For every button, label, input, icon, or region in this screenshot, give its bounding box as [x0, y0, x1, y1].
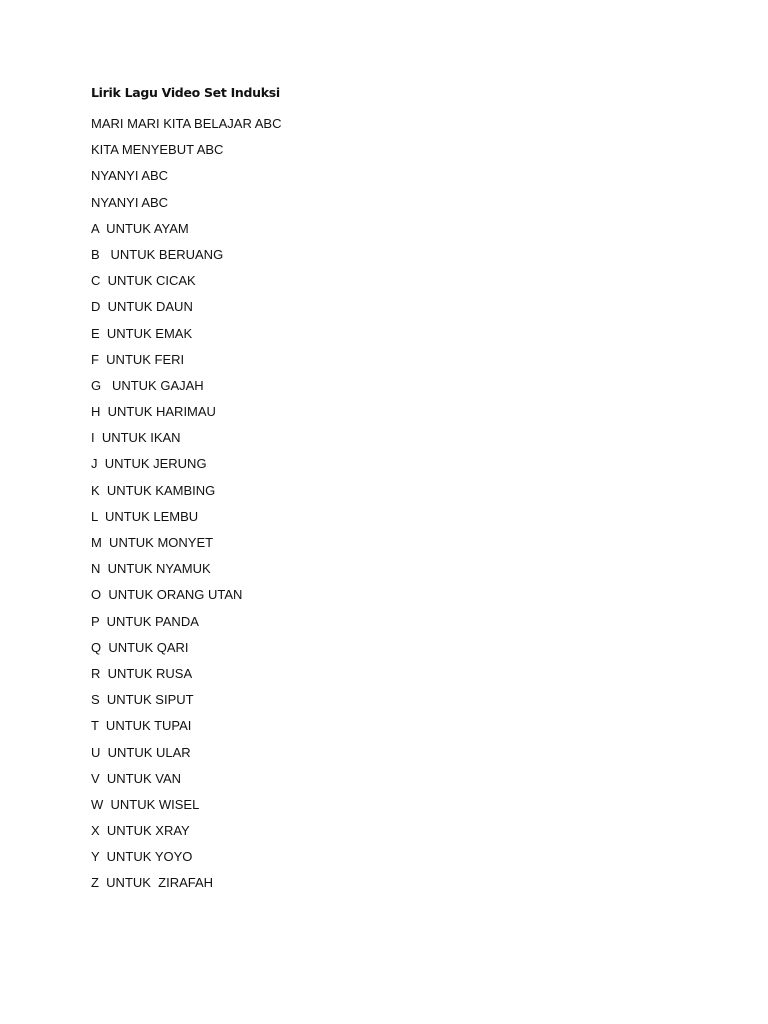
lyric-line: Y UNTUK YOYO [91, 849, 193, 865]
lyric-line: X UNTUK XRAY [91, 823, 190, 839]
lyric-line: F UNTUK FERI [91, 351, 185, 367]
lyric-line: O UNTUK ORANG UTAN [91, 587, 243, 603]
lyric-line: Q UNTUK QARI [91, 639, 189, 655]
lyric-line: T UNTUK TUPAI [91, 718, 192, 734]
lyric-line: J UNTUK JERUNG [91, 456, 207, 472]
lyric-line: I UNTUK IKAN [91, 430, 181, 446]
lyric-line: G UNTUK GAJAH [91, 377, 204, 393]
lyric-line: K UNTUK KAMBING [91, 482, 216, 498]
lyric-line: MARI MARI KITA BELAJAR ABC [91, 116, 282, 131]
lyric-line: KITA MENYEBUT ABC [91, 142, 224, 158]
lyric-line: NYANYI ABC [91, 194, 169, 210]
lyric-line: R UNTUK RUSA [91, 665, 193, 681]
lyric-line: L UNTUK LEMBU [91, 508, 199, 524]
lyric-line: W UNTUK WISEL [91, 796, 200, 812]
lyric-line: D UNTUK DAUN [91, 299, 193, 315]
lyric-line: S UNTUK SIPUT [91, 692, 194, 708]
lyric-line: B UNTUK BERUANG [91, 246, 224, 262]
lyric-line: H UNTUK HARIMAU [91, 404, 216, 420]
lyric-line: E UNTUK EMAK [91, 325, 193, 341]
lyrics-list [91, 115, 281, 901]
document-title: Lirik Lagu Video Set Induksi [91, 85, 280, 100]
lyric-line: Z UNTUK ZIRAFAH [91, 875, 214, 891]
lyric-line: U UNTUK ULAR [91, 744, 191, 760]
lyric-line: P UNTUK PANDA [91, 613, 199, 629]
lyric-line: A UNTUK AYAM [91, 220, 189, 236]
lyric-line: M UNTUK MONYET [91, 535, 214, 550]
lyric-line: C UNTUK CICAK [91, 273, 196, 289]
lyric-line: V UNTUK VAN [91, 770, 182, 786]
lyric-line: N UNTUK NYAMUK [91, 561, 211, 577]
lyric-line: NYANYI ABC [91, 168, 169, 184]
